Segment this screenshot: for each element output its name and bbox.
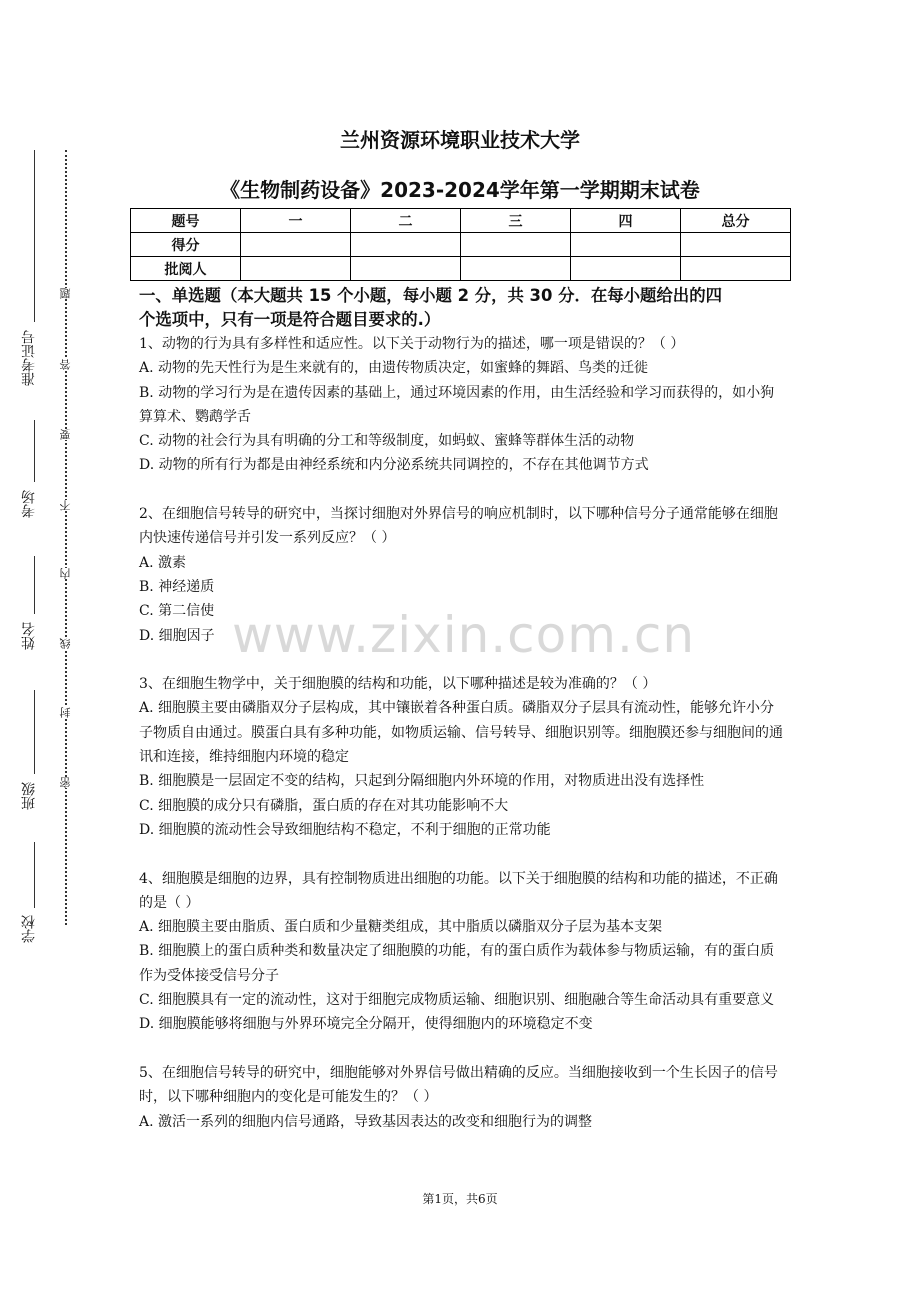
section-heading (139, 284, 785, 332)
score-cell (571, 257, 681, 281)
question-item (139, 332, 785, 478)
seal-char: 封 (59, 707, 72, 718)
answer-option: B. 细胞膜是一层固定不变的结构，只起到分隔细胞内外环境的作用，对物质进出没有选择性 (139, 773, 705, 790)
answer-option: B. 动物的学习行为是在遗传因素的基础上，通过环境因素的作用，由生活经验和学习而获得的，如小狗算算术、鹦鹉学舌 (139, 384, 775, 425)
seal-char: 要 (59, 429, 72, 440)
exam-room-label: 考场 (21, 490, 37, 518)
question-list (139, 332, 785, 1134)
school-line (34, 842, 35, 908)
exam-title: 《生物制药设备》2023-2024学年第一学期期末试卷 (220, 178, 700, 202)
answer-option: B. 神经递质 (139, 578, 215, 595)
score-header-cell: 得分 (131, 233, 241, 257)
score-cell (681, 257, 791, 281)
name-label: 姓名 (21, 622, 37, 650)
score-cell (461, 233, 571, 257)
score-row (131, 209, 791, 233)
answer-option: A. 激素 (139, 554, 187, 571)
answer-option: B. 细胞膜上的蛋白质种类和数量决定了细胞膜的功能，有的蛋白质作为载体参与物质运输，有的蛋白质作为受体接受信号分子 (139, 943, 775, 984)
seal-char: 内 (59, 568, 72, 579)
question-stem: 2、在细胞信号转导的研究中，当探讨细胞对外界信号的响应机制时，以下哪种信号分子通常能够在细胞内快速传递信号并引发一系列反应？（ ） (139, 506, 778, 547)
score-header-cell: 总分 (681, 209, 791, 233)
score-header-cell: 批阅人 (131, 257, 241, 281)
answer-option: D. 细胞因子 (139, 627, 215, 644)
answer-option: D. 细胞膜的流动性会导致细胞结构不稳定，不利于细胞的正常功能 (139, 821, 551, 838)
exam-number-label: 准考证号 (21, 330, 37, 386)
score-header-cell: 一 (241, 209, 351, 233)
score-row (131, 257, 791, 281)
section-heading-line1: 一、单选题（本大题共 15 个小题，每小题 2 分，共 30 分．在每小题给出的四 (139, 286, 722, 305)
answer-option: A. 细胞膜主要由磷脂双分子层构成，其中镶嵌着各种蛋白质。磷脂双分子层具有流动性，能够允许小分子物质自由通过。膜蛋白具有多种功能，如物质运输、信号转导、细胞识别等。细胞膜还参与细胞间的通讯和连接，维持细胞内环境的稳定 (139, 700, 783, 766)
score-header-cell: 三 (461, 209, 571, 233)
university-name: 兰州资源环境职业技术大学 (340, 128, 580, 152)
question-item (139, 672, 785, 842)
score-header-cell: 题号 (131, 209, 241, 233)
score-cell (351, 257, 461, 281)
seal-char: 题 (59, 288, 72, 299)
score-table (130, 208, 791, 281)
answer-option: A. 动物的先天性行为是生来就有的，由遗传物质决定，如蜜蜂的舞蹈、鸟类的迁徙 (139, 360, 649, 377)
question-item (139, 1061, 785, 1134)
section-heading-line2: 个选项中，只有一项是符合题目要求的.） (139, 310, 441, 329)
question-stem: 3、在细胞生物学中，关于细胞膜的结构和功能，以下哪种描述是较为准确的？（ ） (139, 676, 657, 693)
exam-room-line (34, 420, 35, 482)
answer-option: A. 细胞膜主要由脂质、蛋白质和少量糖类组成，其中脂质以磷脂双分子层为基本支架 (139, 919, 663, 936)
question-stem: 1、动物的行为具有多样性和适应性。以下关于动物行为的描述，哪一项是错误的？（ ） (139, 336, 685, 352)
score-header-cell: 四 (571, 209, 681, 233)
score-cell (571, 233, 681, 257)
answer-option: C. 动物的社会行为具有明确的分工和等级制度，如蚂蚁、蜜蜂等群体生活的动物 (139, 433, 635, 450)
answer-option: D. 细胞膜能够将细胞与外界环境完全分隔开，使得细胞内的环境稳定不变 (139, 1016, 593, 1033)
score-cell (461, 257, 571, 281)
answer-option: A. 激活一系列的细胞内信号通路，导致基因表达的改变和细胞行为的调整 (139, 1113, 593, 1130)
score-row (131, 233, 791, 257)
question-item (139, 867, 785, 1037)
class-line (34, 690, 35, 774)
seal-char: 线 (59, 638, 72, 649)
score-cell (351, 233, 461, 257)
answer-option: C. 细胞膜具有一定的流动性，这对于细胞完成物质运输、细胞识别、细胞融合等生命活动具有重要意义 (139, 992, 775, 1009)
exam-content (139, 284, 785, 1158)
seal-dotted-line (65, 150, 67, 925)
score-cell (241, 257, 351, 281)
question-stem: 5、在细胞信号转导的研究中，细胞能够对外界信号做出精确的反应。当细胞接收到一个生长因子的信号时，以下哪种细胞内的变化是可能发生的？（ ） (139, 1064, 778, 1106)
exam-number-line (34, 150, 35, 322)
score-header-cell: 二 (351, 209, 461, 233)
class-label: 班级 (21, 782, 37, 810)
seal-char: 答 (59, 359, 72, 370)
page-number: 第1页，共6页 (422, 1192, 498, 1206)
answer-option: D. 动物的所有行为都是由神经系统和内分泌系统共同调控的，不存在其他调节方式 (139, 457, 649, 474)
watermark: www.zixin.com.cn (232, 606, 696, 664)
score-cell (681, 233, 791, 257)
name-line (34, 556, 35, 614)
seal-char: 密 (59, 777, 72, 788)
score-cell (241, 233, 351, 257)
seal-char: 不 (59, 500, 72, 511)
question-stem: 4、细胞膜是细胞的边界，具有控制物质进出细胞的功能。以下关于细胞膜的结构和功能的描述，不正确的是（ ） (139, 870, 778, 911)
answer-option: C. 第二信使 (139, 603, 215, 620)
answer-option: C. 细胞膜的成分只有磷脂，蛋白质的存在对其功能影响不大 (139, 797, 509, 814)
school-label: 学校 (21, 915, 37, 943)
